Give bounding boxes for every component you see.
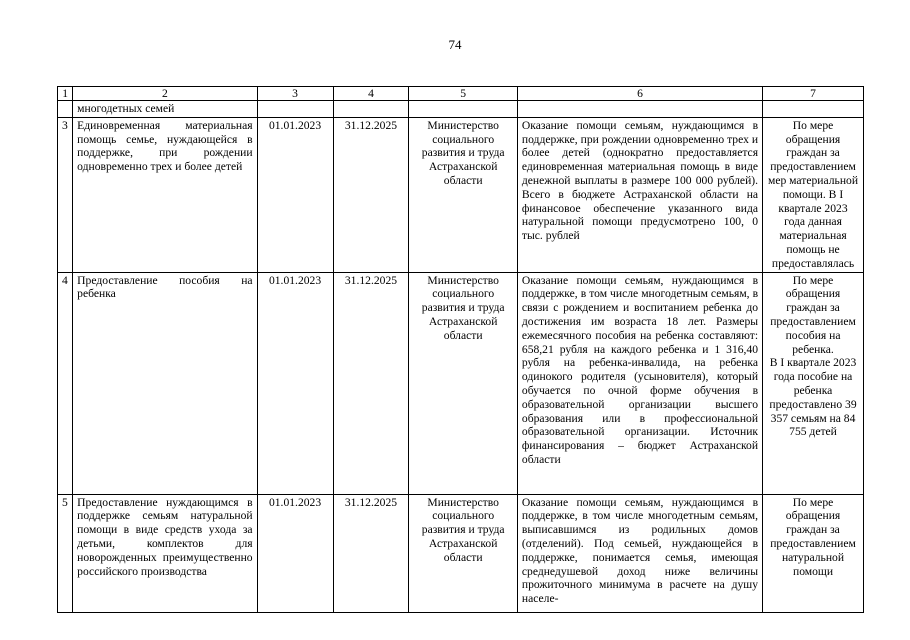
executor: Министерство социального развития и труда Астраханской области [409, 117, 517, 272]
measure-name: Единовременная материальная помощь семье, нуждающейся в поддержке, при рождении одновременно трех и более детей [73, 117, 257, 272]
column-header: 3 [257, 87, 333, 101]
column-numbers-row [58, 87, 864, 101]
start-date: 01.01.2023 [257, 272, 333, 494]
executor: Министерство социального развития и труда Астраханской области [409, 272, 517, 494]
end-date: 31.12.2025 [333, 494, 409, 612]
continuation-text: многодетных семей [73, 101, 257, 118]
table-row [58, 494, 864, 612]
table-row [58, 272, 864, 494]
measures-table [57, 86, 864, 613]
row-number: 3 [58, 117, 73, 272]
column-header: 5 [409, 87, 517, 101]
measure-description: Оказание помощи семьям, нуждающимся в поддержке, в том числе многодетным семьям, выписавшимся из родильных домов (отделений). Под семьей, нуждающейся в поддержке, понимается семья, имеющая среднедушевой доход ниже величины прожиточного минимума в расчете на душу населе- [517, 494, 762, 612]
column-header: 4 [333, 87, 409, 101]
measure-description: Оказание помощи семьям, нуждающимся в поддержке, в том числе многодетным семьям, в связи с рождением и воспитанием ребенка до достижения им возраста 18 лет. Размеры ежемесячного пособия на ребенка составляют: 658,21 рубля на каждого ребенка и 1 316,40 рубля на ребенка-инвалида, на ребенка одинокого родителя (усыновителя), который обучается по очной форме обучения в образовательной организации высшего образования или в профессиональной образовательной организации. Источник финансирования – бюджет Астраханской области [517, 272, 762, 494]
measure-name: Предоставление нуждающимся в поддержке семьям натуральной помощи в виде средств ухода за детьми, комплектов для новорожденных преимущественно российского производства [73, 494, 257, 612]
page-number: 74 [448, 37, 462, 52]
row-number: 4 [58, 272, 73, 494]
measure-result: По мере обращения граждан за предоставлением мер материальной помощи. В I квартале 2023 года данная материальная помощь не предоставлялась [763, 117, 864, 272]
end-date: 31.12.2025 [333, 117, 409, 272]
column-header: 2 [73, 87, 257, 101]
end-date: 31.12.2025 [333, 272, 409, 494]
measure-result: По мере обращения граждан за предоставлением натуральной помощи [763, 494, 864, 612]
row-number: 5 [58, 494, 73, 612]
continuation-row [58, 101, 864, 118]
measure-name: Предоставление пособия на ребенка [73, 272, 257, 494]
measure-result: По мере обращения граждан за предоставлением пособия на ребенка. В I квартале 2023 года пособие на ребенка предоставлено 39 357 семьям на 84 755 детей [763, 272, 864, 494]
column-header: 6 [517, 87, 762, 101]
column-header: 7 [763, 87, 864, 101]
table-row [58, 117, 864, 272]
executor: Министерство социального развития и труда Астраханской области [409, 494, 517, 612]
start-date: 01.01.2023 [257, 117, 333, 272]
measure-description: Оказание помощи семьям, нуждающимся в поддержке, при рождении одновременно трех и более детей (однократно предоставляется единовременная материальная помощь в виде денежной выплаты в размере 100 000 рублей). Всего в бюджете Астраханской области на финансовое обеспечение указанного вида натуральной помощи предусмотрено 100, 0 тыс. рублей [517, 117, 762, 272]
start-date: 01.01.2023 [257, 494, 333, 612]
column-header: 1 [58, 87, 73, 101]
